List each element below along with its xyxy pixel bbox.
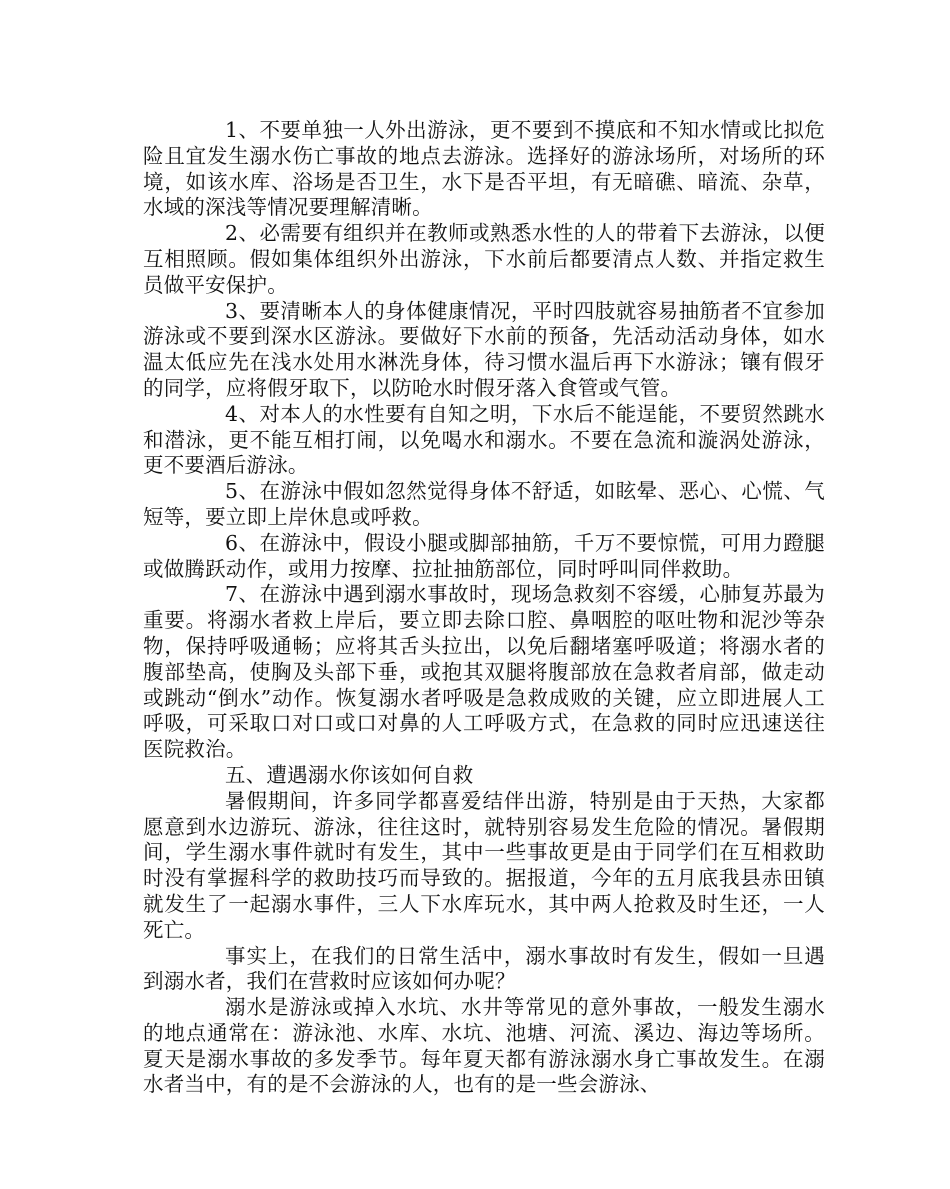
paragraph-6: 6、在游泳中，假设小腿或脚部抽筋，千万不要惊慌，可用力蹬腿或做腾跃动作，或用力按摩、拉扯抽筋部位，同时呼叫同伴救助。: [143, 530, 825, 581]
paragraph-10: 溺水是游泳或掉入水坑、水井等常见的意外事故，一般发生溺水的地点通常在：游泳池、水库、水坑、池塘、河流、溪边、海边等场所。夏天是溺水事故的多发季节。每年夏天都有游泳溺水身亡事故发生。在溺水者当中，有的是不会游泳的人，也有的是一些会游泳、: [143, 995, 825, 1097]
section-heading: 五、遭遇溺水你该如何自救: [225, 762, 474, 787]
document-body: [143, 118, 825, 1098]
paragraph-2: 2、必需要有组织并在教师或熟悉水性的人的带着下去游泳，以便互相照顾。假如集体组织外出游泳，下水前后都要清点人数、并指定救生员做平安保护。: [143, 221, 825, 297]
paragraph-4: 4、对本人的水性要有自知之明，下水后不能逞能，不要贸然跳水和潜泳，更不能互相打闹，以免喝水和溺水。不要在急流和漩涡处游泳，更不要酒后游泳。: [143, 401, 825, 478]
paragraph-9: 事实上，在我们的日常生活中，溺水事故时有发生，假如一旦遇到溺水者，我们在营救时应该如何办呢？: [143, 943, 825, 994]
paragraph-7: 7、在游泳中遇到溺水事故时，现场急救刻不容缓，心肺复苏最为重要。将溺水者救上岸后，要立即去除口腔、鼻咽腔的呕吐物和泥沙等杂物，保持呼吸通畅；应将其舌头拉出，以免后翻堵塞呼吸道；将溺水者的腹部垫高，使胸及头部下垂，或抱其双腿将腹部放在急救者肩部，做走动或跳动“倒水”动作。恢复溺水者呼吸是急救成败的关键，应立即进展人工呼吸，可采取口对口或口对鼻的人工呼吸方式，在急救的同时应迅速送往医院救治。: [143, 582, 825, 762]
paragraph-3: 3、要清晰本人的身体健康情况，平时四肢就容易抽筋者不宜参加游泳或不要到深水区游泳。要做好下水前的预备，先活动活动身体，如水温太低应先在浅水处用水淋洗身体，待习惯水温后再下水游泳；镶有假牙的同学，应将假牙取下，以防呛水时假牙落入食管或气管。: [143, 298, 825, 400]
paragraph-5: 5、在游泳中假如忽然觉得身体不舒适，如眩晕、恶心、心慌、气短等，要立即上岸休息或呼救。: [143, 479, 825, 529]
paragraph-1: 1、不要单独一人外出游泳，更不要到不摸底和不知水情或比拟危险且宜发生溺水伤亡事故的地点去游泳。选择好的游泳场所，对场所的环境，如该水库、浴场是否卫生，水下是否平坦，有无暗礁、暗流、杂草，水域的深浅等情况要理解清晰。: [143, 118, 825, 220]
paragraph-8: 暑假期间，许多同学都喜爱结伴出游，特别是由于天热，大家都愿意到水边游玩、游泳，往往这时，就特别容易发生危险的情况。暑假期间，学生溺水事件就时有发生，其中一些事故更是由于同学们在互相救助时没有掌握科学的救助技巧而导致的。据报道，今年的五月底我县赤田镇就发生了一起溺水事件，三人下水库玩水，其中两人抢救及时生还，一人死亡。: [143, 788, 825, 942]
